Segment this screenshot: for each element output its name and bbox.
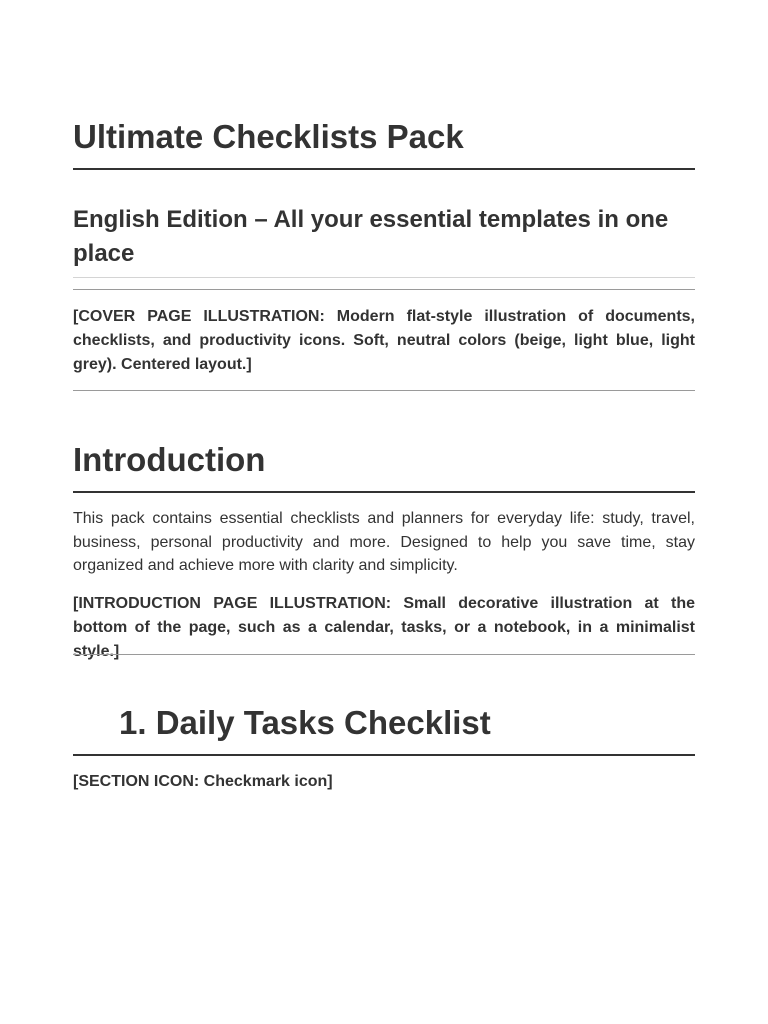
section-1-divider xyxy=(73,754,695,756)
introduction-divider xyxy=(73,491,695,493)
introduction-illustration-note: [INTRODUCTION PAGE ILLUSTRATION: Small decorative illustration at the bottom of the page, such as a calendar, tasks, or a notebook, in a minimalist style.] xyxy=(73,595,695,660)
title-divider xyxy=(73,168,695,170)
cover-illustration-note: [COVER PAGE ILLUSTRATION: Modern flat-style illustration of documents, checklists, and productivity icons. Soft, neutral colors (beige, light blue, light grey). Centered layout.] xyxy=(73,308,695,373)
cover-note-top-divider xyxy=(73,289,695,290)
section-1-heading: 1. Daily Tasks Checklist xyxy=(119,704,491,741)
section-1-icon-note: [SECTION ICON: Checkmark icon] xyxy=(73,773,333,790)
document-subtitle: English Edition – All your essential templates in one place xyxy=(73,206,669,267)
subtitle-divider xyxy=(73,277,695,278)
introduction-paragraph: This pack contains essential checklists and planners for everyday life: study, travel, business, personal productivity and more. Designed to help you save time, stay organized and achieve more with clarity and simplicity. xyxy=(73,510,695,574)
introduction-heading: Introduction xyxy=(73,441,266,478)
document-title: Ultimate Checklists Pack xyxy=(73,118,464,155)
introduction-end-divider xyxy=(73,654,695,655)
cover-note-bottom-divider xyxy=(73,390,695,391)
